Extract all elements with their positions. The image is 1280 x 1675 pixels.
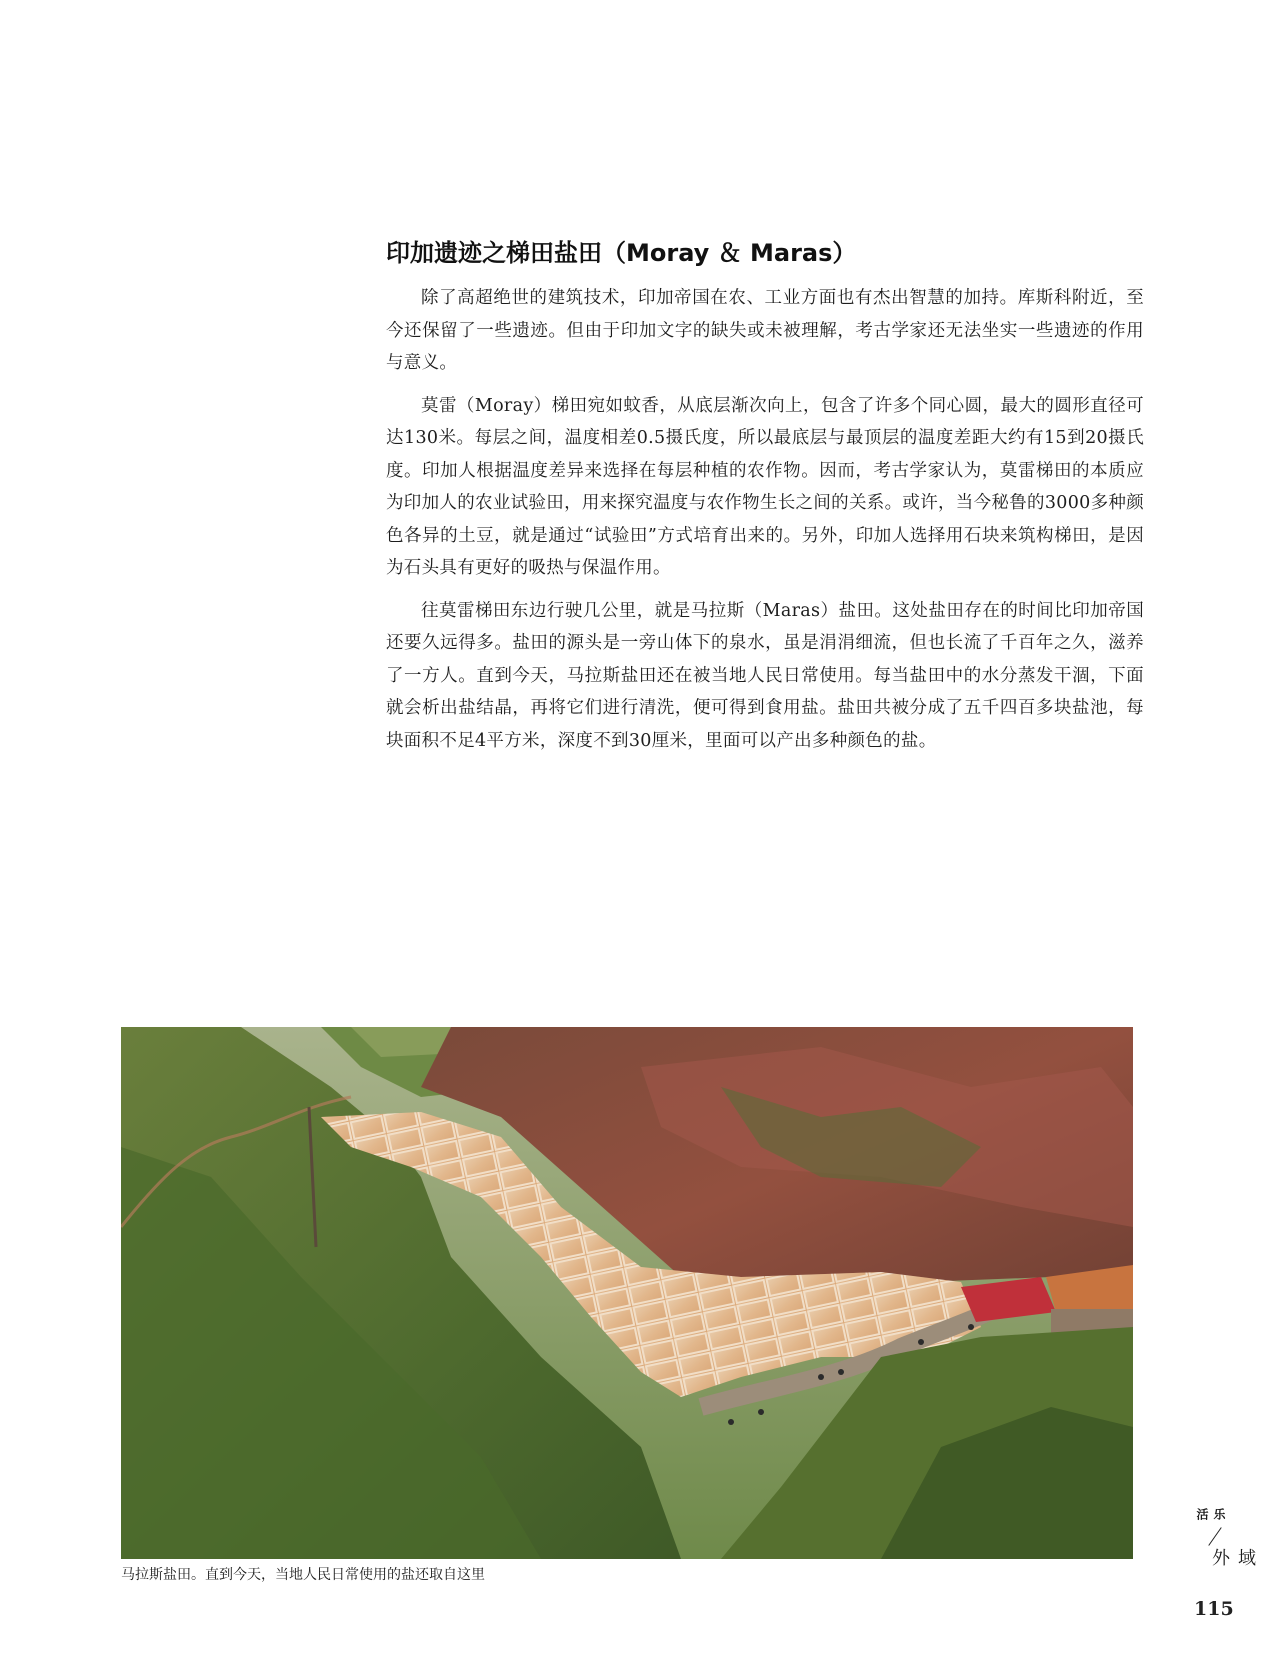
section-divider xyxy=(1208,1527,1221,1546)
section-series: 乐活 xyxy=(1195,1508,1226,1521)
article-paragraph-1: 除了高超绝世的建筑技术，印加帝国在农、工业方面也有杰出智慧的加持。库斯科附近，至今还保留了一些遗迹。但由于印加文字的缺失或未被理解，考古学家还无法坐实一些遗迹的作用与意义。 xyxy=(386,288,1144,373)
salt-ponds-illustration xyxy=(121,1027,1133,1559)
page-number: 115 xyxy=(1194,1598,1234,1620)
salt-ponds-photo xyxy=(121,1027,1133,1559)
section-column: 域外 xyxy=(1209,1548,1256,1568)
article-title: 印加遗迹之梯田盐田（Moray ＆ Maras） xyxy=(386,239,857,267)
article xyxy=(386,236,1144,767)
article-paragraph-3: 往莫雷梯田东边行驶几公里，就是马拉斯（Maras）盐田。这处盐田存在的时间比印加帝国还要久远得多。盐田的源头是一旁山体下的泉水，虽是涓涓细流，但也长流了千百年之久，滋养了一方人。直到今天，马拉斯盐田还在被当地人民日常使用。每当盐田中的水分蒸发干涸，下面就会析出盐结晶，再将它们进行清洗，便可得到食用盐。盐田共被分成了五千四百多块盐池，每块面积不足4平方米，深度不到30厘米，里面可以产出多种颜色的盐。 xyxy=(386,600,1144,751)
article-paragraph-2: 莫雷（Moray）梯田宛如蚊香，从底层渐次向上，包含了许多个同心圆，最大的圆形直径可达130米。每层之间，温度相差0.5摄氏度，所以最底层与最顶层的温度差距大约有15到20摄氏度。印加人根据温度差异来选择在每层种植的农作物。因而，考古学家认为，莫雷梯田的本质应为印加人的农业试验田，用来探究温度与农作物生长之间的关系。或许，当今秘鲁的3000多种颜色各异的土豆，就是通过“试验田”方式培育出来的。另外，印加人选择用石块来筑构梯田，是因为石头具有更好的吸热与保温作用。 xyxy=(386,395,1144,578)
photo-caption: 马拉斯盐田。直到今天，当地人民日常使用的盐还取自这里 xyxy=(121,1567,485,1583)
